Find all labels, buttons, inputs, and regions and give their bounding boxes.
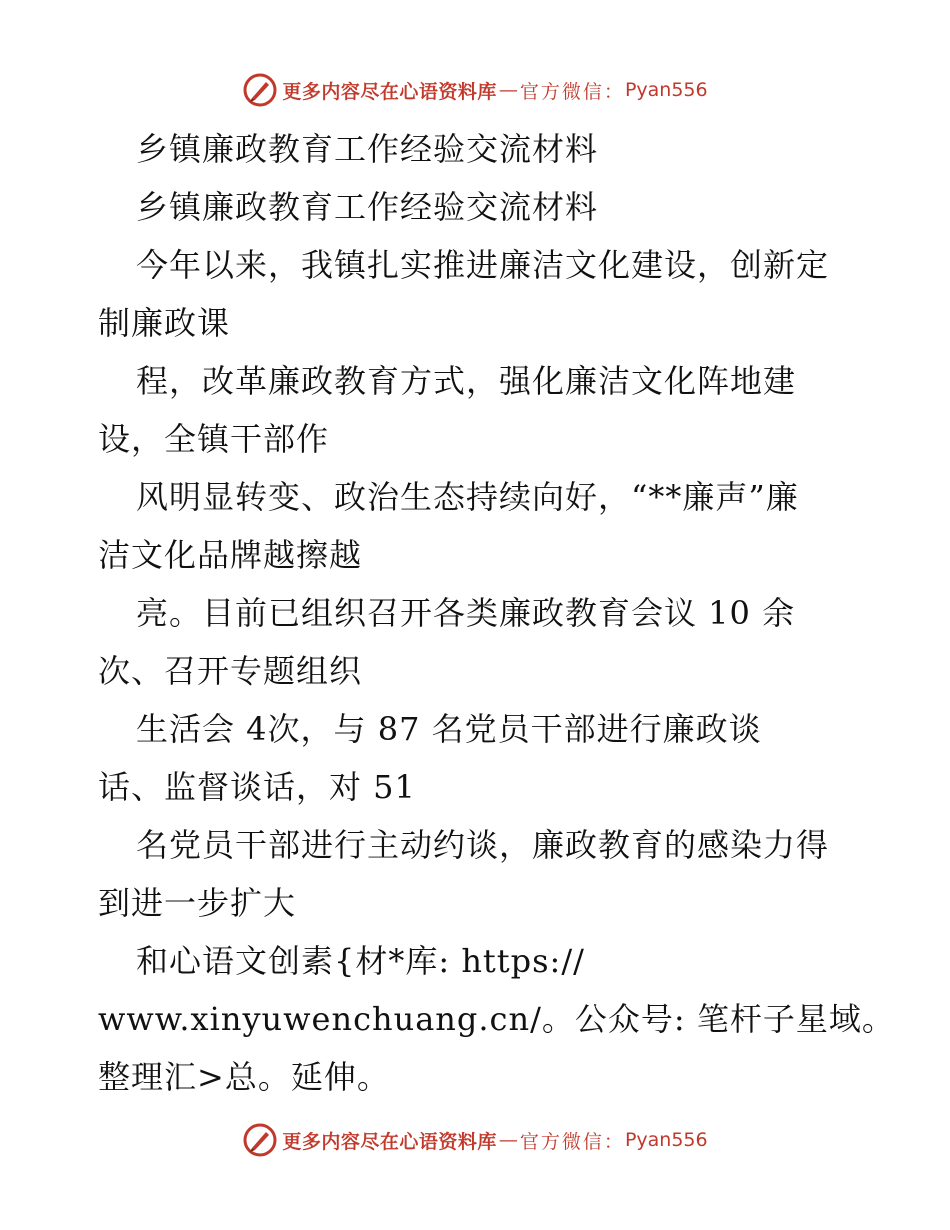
text-line: 和心语文创素{材*库: https://: [136, 942, 585, 980]
text-line: www.xinyuwenchuang.cn/。公众号: 笔杆子星域。: [98, 1000, 895, 1038]
document-body: [98, 120, 895, 1106]
banner-brand: 更多内容尽在心语资料库: [282, 80, 497, 103]
banner-wechat-id: Pyan556: [624, 1129, 708, 1151]
header-banner: [0, 70, 950, 110]
text-line: 名党员干部进行主动约谈，廉政教育的感染力得: [136, 826, 830, 864]
text-line: 制廉政课: [98, 304, 231, 342]
footer-banner: [0, 1120, 950, 1160]
text-line: 生活会 4次，与 87 名党员干部进行廉政谈: [136, 710, 762, 748]
banner-tag: 官方微信：: [519, 1130, 625, 1153]
banner-brand: 更多内容尽在心语资料库: [282, 1130, 497, 1153]
banner-wechat-id: Pyan556: [624, 79, 708, 101]
quill-logo-icon: [242, 1122, 278, 1158]
text-line: 程，改革廉政教育方式，强化廉洁文化阵地建: [136, 362, 797, 400]
banner-dash: —: [498, 79, 518, 101]
text-line: 风明显转变、政治生态持续向好，“**廉声”廉: [136, 478, 799, 516]
text-line: 洁文化品牌越擦越: [98, 536, 363, 574]
text-line: 到进一步扩大: [98, 884, 297, 922]
doc-title-repeat: 乡镇廉政教育工作经验交流材料: [136, 188, 599, 226]
text-line: 亮。目前已组织召开各类廉政教育会议 10 余: [136, 594, 796, 632]
text-line: 今年以来，我镇扎实推进廉洁文化建设，创新定: [136, 246, 830, 284]
banner-tag: 官方微信：: [519, 80, 625, 103]
text-line: 整理汇>总。延伸。: [98, 1058, 390, 1096]
doc-title: 乡镇廉政教育工作经验交流材料: [136, 130, 599, 168]
banner-dash: —: [498, 1129, 518, 1151]
quill-logo-icon: [242, 72, 278, 108]
text-line: 次、召开专题组织: [98, 652, 363, 690]
text-line: 话、监督谈话，对 51: [98, 768, 416, 806]
text-line: 设，全镇干部作: [98, 420, 330, 458]
